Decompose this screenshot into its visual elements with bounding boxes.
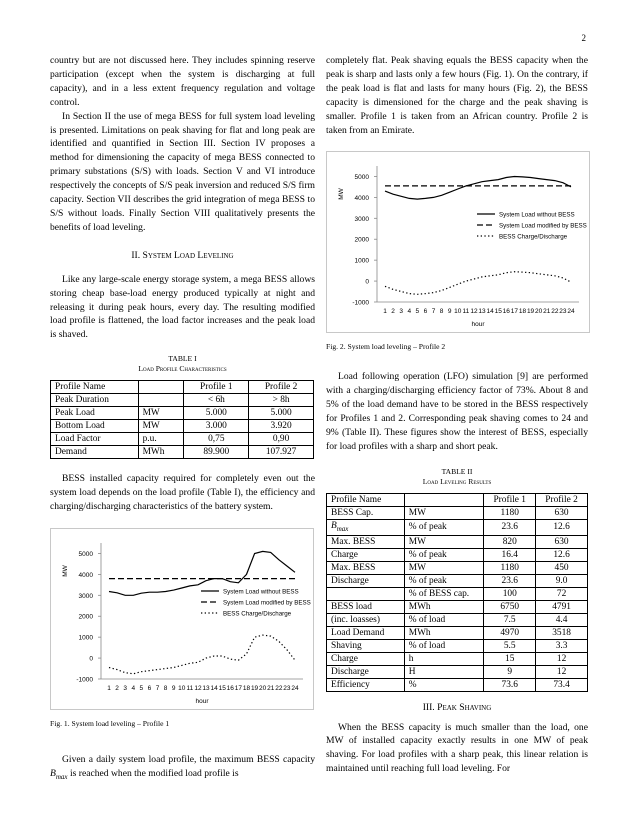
y-tick-label: -1000: [76, 676, 93, 684]
paragraph-capacity: BESS installed capacity required for completely even out the system load depends on the load profile (Table I), the efficiency and charging/discharging characteristics of the battery system.: [50, 473, 315, 513]
y-tick-label: -1000: [352, 299, 369, 307]
table1-title: Load Profile Characteristics: [138, 364, 227, 374]
legend-label: System Load modified by BESS: [223, 599, 311, 607]
series-line-3: [109, 635, 295, 674]
table-cell: Efficiency: [327, 678, 405, 691]
table-header-cell: Profile 1: [484, 493, 536, 506]
table-row: [327, 626, 588, 639]
section-title: Peak Shaving: [437, 701, 492, 713]
table-cell: 630: [536, 535, 588, 548]
x-tick-label: 6: [147, 684, 152, 692]
bmax-subscript: max: [55, 772, 68, 781]
paragraph-peak-shaving-intro: completely flat. Peak shaving equals the BESS capacity when the peak is sharp and lasts only a few hours (Fig. 1). On the contrary, if the peak load is flat and lasts for many hours (Fig. 2), the BESS capacity is dimensioned for the charge and the peak shaving is smaller. Profile 1 is taken from an African country. Profile 2 is taken from an Emirate.: [326, 55, 588, 136]
table-header-row: [327, 493, 588, 506]
table-cell: MW: [404, 561, 484, 574]
table-cell: % of peak: [404, 548, 484, 561]
table-row: [327, 665, 588, 678]
table-cell: 89.900: [184, 446, 249, 459]
table-cell: 4.4: [536, 613, 588, 626]
x-tick-label: 24: [291, 684, 299, 692]
table-cell: p.u.: [138, 433, 184, 446]
y-tick-label: 2000: [354, 237, 369, 245]
table-cell: MWh: [138, 446, 184, 459]
x-tick-label: 12: [470, 308, 478, 316]
table-cell: 5.000: [249, 407, 314, 420]
x-tick-label: 19: [250, 684, 259, 692]
table-cell: 23.6: [484, 519, 536, 535]
table-cell: BESS Cap.: [327, 506, 405, 519]
table-cell: Charge: [327, 548, 405, 561]
table-row: [327, 678, 588, 691]
bmax-text-a: Given a daily system load profile, the maximum BESS capacity: [62, 753, 315, 765]
table-cell: [327, 587, 405, 600]
table-cell: 7.5: [484, 613, 536, 626]
table-cell: Peak Load: [51, 407, 139, 420]
table-header-row: [51, 381, 314, 394]
table-cell: MW: [138, 407, 184, 420]
table-cell: 820: [484, 535, 536, 548]
table-cell: MWh: [404, 600, 484, 613]
y-tick-label: 3000: [78, 592, 93, 600]
section-number: III.: [422, 701, 438, 713]
x-tick-label: 22: [551, 308, 559, 316]
x-tick-label: 19: [526, 308, 535, 316]
x-tick-label: 13: [478, 308, 486, 316]
bmax-symbol: B: [331, 520, 337, 531]
x-tick-label: 7: [431, 308, 436, 316]
x-tick-label: 6: [423, 308, 428, 316]
x-tick-label: 18: [242, 684, 251, 692]
legend-label: System Load without BESS: [223, 588, 299, 596]
bmax-text-c: is reached when the modified load profile is: [67, 767, 239, 779]
section-heading-2: [50, 249, 315, 263]
table-cell: 3.000: [184, 420, 249, 433]
table-cell: 5.5: [484, 639, 536, 652]
table-header-cell: Profile 1: [184, 381, 249, 394]
x-tick-label: 9: [447, 308, 452, 316]
table-cell: 5.000: [184, 407, 249, 420]
section-heading-3: [326, 701, 588, 715]
table-row: [51, 433, 314, 446]
table-cell: Bottom Load: [51, 420, 139, 433]
right-column: [326, 54, 588, 776]
series-line-3: [385, 272, 571, 295]
table-cell: > 8h: [249, 394, 314, 407]
table-cell: % of peak: [404, 574, 484, 587]
table-cell: % of BESS cap.: [404, 587, 484, 600]
table-cell: 16.4: [484, 548, 536, 561]
table-cell: Demand: [51, 446, 139, 459]
table-cell: MW: [404, 506, 484, 519]
x-tick-label: 21: [267, 684, 275, 692]
x-axis-label: hour: [195, 697, 209, 705]
table-cell: 100: [484, 587, 536, 600]
paragraph-outline: In Section II the use of mega BESS for full system load leveling is presented. Limitations on peak shaving for flat and long peak are identified and quantified in Section III. Section IV proposes a method for dimensioning the capacity of mega BESS connected to primary substations (S/S) with loads. Section V and VI introduce respectively the concepts of S/S peak inversion and reduced S/S firm capacity. Section VII describes the grid integration of mega BESS to S/S without loads. Finally Section VIII qualitatively presents the benefits of load leveling.: [50, 110, 315, 233]
y-axis-label: MW: [62, 565, 69, 577]
table-row: [327, 506, 588, 519]
table-load-profile-characteristics: [50, 380, 314, 459]
table-cell: 0,75: [184, 433, 249, 446]
table-cell: 12: [536, 652, 588, 665]
table-cell: 0,90: [249, 433, 314, 446]
table-row: [51, 420, 314, 433]
chart-profile-2: [326, 151, 590, 333]
y-tick-label: 0: [365, 279, 369, 287]
table-cell: Max. BESS: [327, 561, 405, 574]
table-row: [327, 561, 588, 574]
x-tick-label: 4: [131, 684, 136, 692]
table-cell: MWh: [404, 626, 484, 639]
table-header-cell: Profile 2: [536, 493, 588, 506]
table-cell: 23.6: [484, 574, 536, 587]
x-tick-label: 8: [163, 684, 168, 692]
table-row: [51, 394, 314, 407]
x-tick-label: 2: [391, 308, 395, 316]
x-tick-label: 18: [518, 308, 527, 316]
table-row: [327, 639, 588, 652]
x-tick-label: 10: [454, 308, 462, 316]
y-tick-label: 5000: [354, 174, 369, 182]
table-cell: H: [404, 665, 484, 678]
table-cell: 3.920: [249, 420, 314, 433]
table-cell: %: [404, 678, 484, 691]
table-cell: 73.6: [484, 678, 536, 691]
y-tick-label: 2000: [78, 613, 93, 621]
table-row: [327, 587, 588, 600]
table-row: [327, 574, 588, 587]
table-row: [327, 613, 588, 626]
x-tick-label: 24: [567, 308, 575, 316]
figure1-caption: Fig. 1. System load leveling – Profile 1: [50, 718, 170, 728]
table-row: [327, 548, 588, 561]
x-tick-label: 23: [283, 684, 291, 692]
table-cell: 12.6: [536, 519, 588, 535]
table-row: [327, 519, 588, 535]
x-tick-label: 15: [218, 684, 226, 692]
paragraph-section2: Like any large-scale energy storage system, a mega BESS allows storing cheap base-load energy produced typically at night and releasing it during peak hours, every day. The resulting modified load profile is flattened, the load factor increases and the peak load is shaved.: [50, 273, 315, 341]
bmax-subscript: max: [336, 524, 349, 533]
table2-label: TABLE II: [441, 466, 473, 476]
table-cell: 3.3: [536, 639, 588, 652]
table-cell: 3518: [536, 626, 588, 639]
x-tick-label: 16: [226, 684, 234, 692]
x-tick-label: 10: [178, 684, 186, 692]
table1-label: TABLE I: [168, 354, 197, 364]
table-cell: 6750: [484, 600, 536, 613]
table-cell: % of peak: [404, 519, 484, 535]
y-tick-label: 1000: [354, 258, 369, 266]
x-tick-label: 1: [107, 684, 111, 692]
x-tick-label: 1: [383, 308, 387, 316]
table-cell: % of load: [404, 639, 484, 652]
table-cell: (inc. loasses): [327, 613, 405, 626]
x-tick-label: 5: [415, 308, 420, 316]
table-header-cell: Profile 2: [249, 381, 314, 394]
x-tick-label: 4: [407, 308, 412, 316]
legend-label: BESS Charge/Discharge: [499, 233, 568, 241]
x-axis-label: hour: [471, 321, 485, 329]
table-cell: [138, 394, 184, 407]
x-tick-label: 8: [439, 308, 444, 316]
page-number: 2: [581, 33, 586, 43]
table-cell: Charge: [327, 652, 405, 665]
x-tick-label: 13: [202, 684, 210, 692]
x-tick-label: 11: [462, 308, 470, 316]
table-cell: 4970: [484, 626, 536, 639]
table-cell: 630: [536, 506, 588, 519]
paragraph-section3: When the BESS capacity is much smaller than the load, one MW of installed capacity exactly results in one MW of peak shaving. For load profiles with a sharp peak, this linear relation is maintained until reaching full load leveling. For: [326, 721, 588, 775]
table-cell: BESS load: [327, 600, 405, 613]
x-tick-label: 15: [494, 308, 502, 316]
table-cell: Load Demand: [327, 626, 405, 639]
x-tick-label: 17: [510, 308, 519, 316]
table-row: [327, 652, 588, 665]
table-cell: Discharge: [327, 665, 405, 678]
table-cell: 9.0: [536, 574, 588, 587]
paragraph-intro-continuation: country but are not discussed here. They includes spinning reserve participation (except when the system is discharging at full capacity), and in a less extent frequency regulation and voltage control.: [50, 55, 315, 108]
x-tick-label: 2: [115, 684, 119, 692]
table-cell: MW: [138, 420, 184, 433]
table-row: [327, 600, 588, 613]
table-row: [327, 535, 588, 548]
table-cell: 450: [536, 561, 588, 574]
figure2-caption: Fig. 2. System load leveling – Profile 2: [326, 342, 446, 352]
table-cell: 1180: [484, 561, 536, 574]
legend-label: System Load modified by BESS: [499, 222, 587, 230]
table-row: [51, 446, 314, 459]
table-cell: 12.6: [536, 548, 588, 561]
y-tick-label: 1000: [78, 634, 93, 642]
y-tick-label: 4000: [354, 195, 369, 203]
table-cell: 1180: [484, 506, 536, 519]
table-cell: Discharge: [327, 574, 405, 587]
x-tick-label: 14: [486, 308, 494, 316]
table-cell: 107.927: [249, 446, 314, 459]
x-tick-label: 16: [502, 308, 510, 316]
table-cell: 72: [536, 587, 588, 600]
x-tick-label: 17: [234, 684, 243, 692]
table-header-cell: [138, 381, 184, 394]
table-header-cell: Profile Name: [327, 493, 405, 506]
table-cell: 4791: [536, 600, 588, 613]
x-tick-label: 20: [535, 308, 543, 316]
x-tick-label: 22: [275, 684, 283, 692]
table-cell: 15: [484, 652, 536, 665]
table-cell: MW: [404, 535, 484, 548]
section-title: System Load Leveling: [142, 249, 234, 261]
y-tick-label: 3000: [354, 216, 369, 224]
table-header-cell: Profile Name: [51, 381, 139, 394]
table-cell: 12: [536, 665, 588, 678]
x-tick-label: 11: [186, 684, 194, 692]
y-tick-label: 5000: [78, 550, 93, 558]
x-tick-label: 20: [259, 684, 267, 692]
series-line-1: [385, 177, 571, 200]
x-tick-label: 9: [171, 684, 176, 692]
table-cell: < 6h: [184, 394, 249, 407]
y-tick-label: 0: [89, 655, 93, 663]
table-cell: Shaving: [327, 639, 405, 652]
y-tick-label: 4000: [78, 571, 93, 579]
x-tick-label: 12: [194, 684, 202, 692]
legend-label: BESS Charge/Discharge: [223, 610, 292, 618]
table-cell: 9: [484, 665, 536, 678]
x-tick-label: 21: [543, 308, 551, 316]
section-number: II.: [131, 249, 143, 261]
paragraph-lfo: Load following operation (LFO) simulation [9] are performed with a charging/discharging efficiency factor of 73%. About 8 and 5% of the load demand have to be stored in the BESS respectively for Profiles 1 and 2. Corresponding peak shaving comes to 24 and 9% (Table II). These figures show the interest of BESS, especially for load profiles with a sharp and short peak.: [326, 371, 588, 452]
legend-label: System Load without BESS: [499, 211, 575, 219]
x-tick-label: 7: [155, 684, 160, 692]
x-tick-label: 5: [139, 684, 144, 692]
table-row: [51, 407, 314, 420]
table-cell: h: [404, 652, 484, 665]
chart-profile-1: [50, 528, 314, 710]
paragraph-bmax: [50, 753, 315, 785]
table-header-cell: [404, 493, 484, 506]
table-cell: Peak Duration: [51, 394, 139, 407]
table-cell: [327, 519, 405, 535]
x-tick-label: 3: [399, 308, 403, 316]
table-cell: % of load: [404, 613, 484, 626]
table-cell: Load Factor: [51, 433, 139, 446]
bmax-symbol: B: [50, 767, 56, 779]
y-axis-label: MW: [338, 188, 345, 201]
table-cell: 73.4: [536, 678, 588, 691]
x-tick-label: 3: [123, 684, 127, 692]
table2-title: Load Leveling Results: [422, 476, 492, 486]
x-tick-label: 23: [559, 308, 567, 316]
x-tick-label: 14: [210, 684, 218, 692]
left-column: [50, 54, 315, 785]
table-load-leveling-results: [326, 493, 588, 692]
table-cell: Max. BESS: [327, 535, 405, 548]
